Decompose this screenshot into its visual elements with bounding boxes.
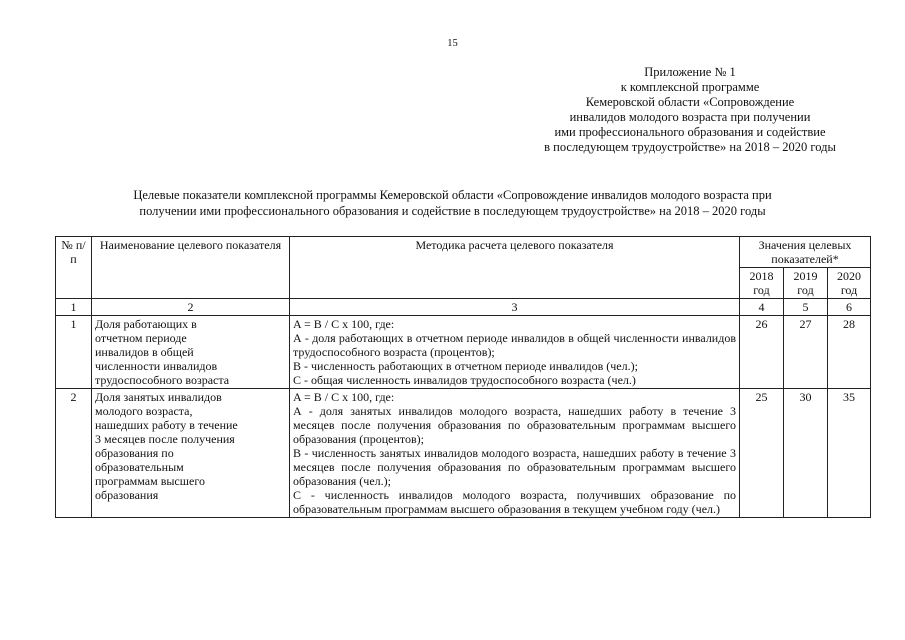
row-name-line: Доля занятых инвалидов — [95, 390, 222, 404]
method-line: С - общая численность инвалидов трудоспособного возраста (чел.) — [293, 373, 636, 387]
header-method: Методика расчета целевого показателя — [290, 237, 740, 299]
row-name — [92, 316, 290, 389]
method-line: A = B / C x 100, где: — [293, 317, 395, 331]
appendix-line: в последующем трудоустройстве» на 2018 – 2020 годы — [544, 140, 836, 154]
row-name-line: образования — [95, 488, 159, 502]
row-method — [290, 389, 740, 518]
row-name-line: отчетном периоде — [95, 331, 187, 345]
column-numbers-row — [56, 299, 871, 316]
col-number: 2 — [92, 299, 290, 316]
method-line: В - численность работающих в отчетном периоде инвалидов (чел.); — [293, 359, 638, 373]
appendix-heading — [440, 65, 905, 155]
col-number: 5 — [784, 299, 828, 316]
row-value-2018: 26 — [740, 316, 784, 389]
title-line: Целевые показатели комплексной программы Кемеровской области «Сопровождение инвалидов молодого возраста при — [133, 188, 772, 202]
table-row — [56, 389, 871, 518]
document-title — [20, 187, 885, 219]
row-name-line: образовательным — [95, 460, 184, 474]
method-line: А - доля работающих в отчетном периоде инвалидов в общей численности инвалидов трудоспособного возраста (процентов); — [293, 331, 736, 359]
row-num: 1 — [56, 316, 92, 389]
appendix-line: Приложение № 1 — [644, 65, 736, 79]
col-number: 4 — [740, 299, 784, 316]
header-num: № п/п — [56, 237, 92, 299]
row-value-2020: 35 — [828, 389, 871, 518]
page-number: 15 — [447, 38, 458, 49]
col-number: 6 — [828, 299, 871, 316]
row-num: 2 — [56, 389, 92, 518]
title-line: получении ими профессионального образования и содействие в последующем трудоустройстве» на 2018 – 2020 годы — [139, 204, 766, 218]
row-name-line: нашедших работу в течение — [95, 418, 238, 432]
row-name-line: численности инвалидов — [95, 359, 218, 373]
appendix-line: Кемеровской области «Сопровождение — [585, 95, 795, 109]
header-name: Наименование целевого показателя — [92, 237, 290, 299]
appendix-line: инвалидов молодого возраста при получении — [569, 110, 811, 124]
row-value-2019: 27 — [784, 316, 828, 389]
method-line: А - доля занятых инвалидов молодого возраста, нашедших работу в течение 3 месяцев после получения образования по образовательным программам высшего образования (процентов); — [293, 404, 736, 446]
header-year-2020: 2020 год — [828, 268, 871, 299]
row-name-line: образования по — [95, 446, 174, 460]
header-year-2019: 2019 год — [784, 268, 828, 299]
appendix-line: ими профессионального образования и содействие — [554, 125, 826, 139]
targets-table — [55, 236, 871, 518]
row-method — [290, 316, 740, 389]
header-row — [56, 237, 871, 268]
method-line: В - численность занятых инвалидов молодого возраста, нашедших работу в течение 3 месяцев после получения образования по образовательным программам высшего образования (чел.); — [293, 446, 736, 488]
row-name-line: Доля работающих в — [95, 317, 197, 331]
header-values: Значения целевых показателей* — [740, 237, 871, 268]
col-number: 3 — [290, 299, 740, 316]
row-name-line: программам высшего — [95, 474, 205, 488]
row-name-line: 3 месяцев после получения — [95, 432, 235, 446]
method-line: A = B / C x 100, где: — [293, 390, 395, 404]
col-number: 1 — [56, 299, 92, 316]
row-value-2019: 30 — [784, 389, 828, 518]
row-value-2018: 25 — [740, 389, 784, 518]
header-year-2018: 2018 год — [740, 268, 784, 299]
row-value-2020: 28 — [828, 316, 871, 389]
appendix-line: к комплексной программе — [620, 80, 760, 94]
row-name-line: молодого возраста, — [95, 404, 193, 418]
row-name-line: трудоспособного возраста — [95, 373, 230, 387]
row-name-line: инвалидов в общей — [95, 345, 194, 359]
table-row — [56, 316, 871, 389]
method-line: С - численность инвалидов молодого возраста, получивших образование по образовательным программам высшего образования в текущем учебном году (чел.) — [293, 488, 736, 516]
row-name — [92, 389, 290, 518]
